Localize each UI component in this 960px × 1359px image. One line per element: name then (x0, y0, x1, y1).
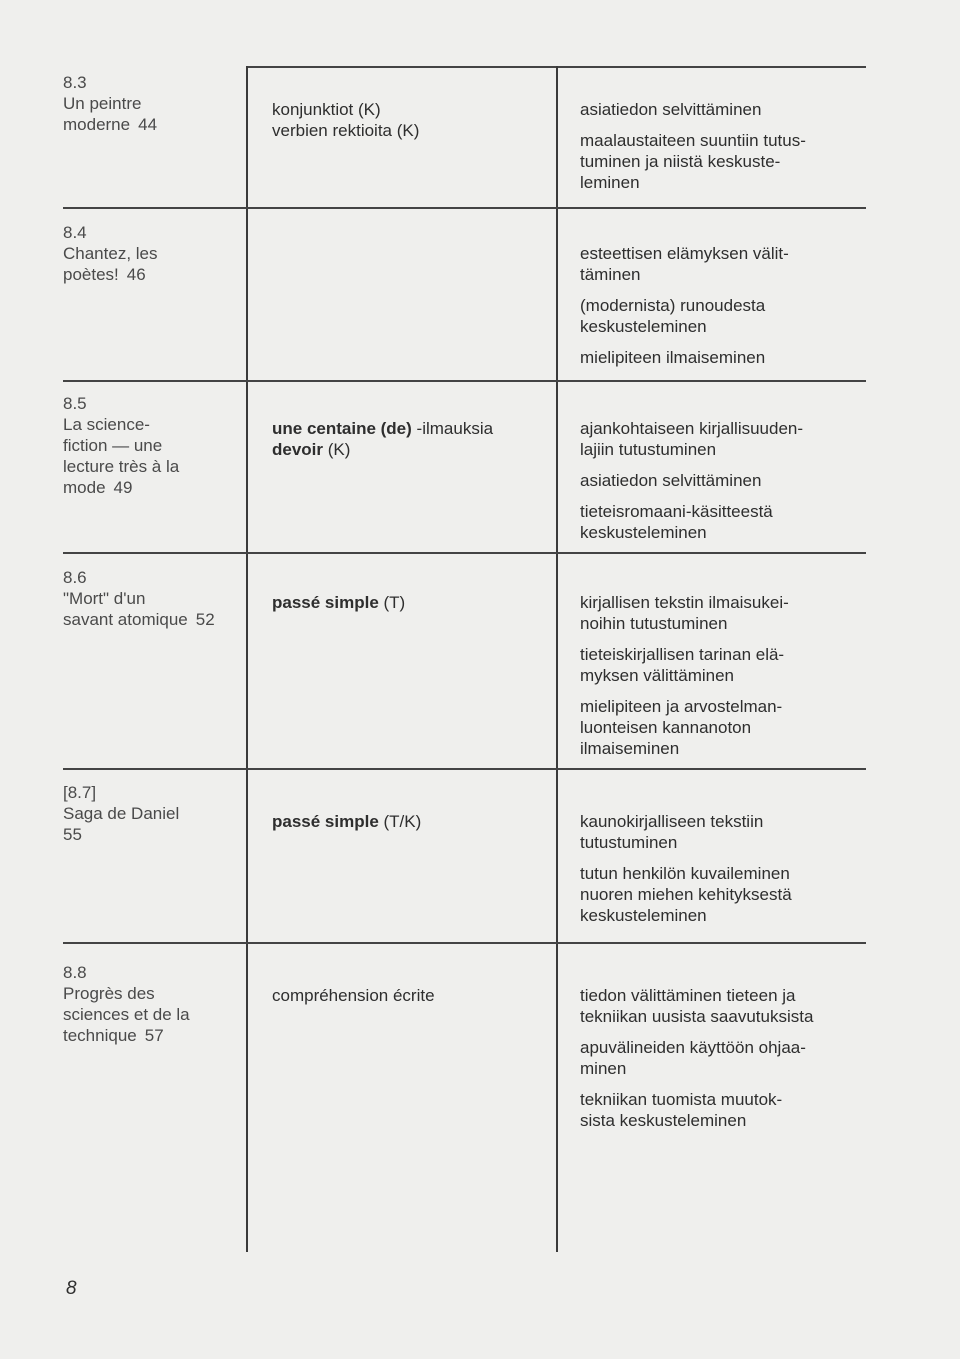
goal-line: kirjallisen tekstin ilmaisukei- (580, 593, 789, 612)
grammar-cell (272, 985, 552, 1006)
grammar-item (272, 985, 552, 1006)
grammar-term: passé simple (272, 812, 379, 831)
goal-line: noihin tutustuminen (580, 614, 728, 633)
goal-line: (modernista) runoudesta (580, 296, 766, 315)
unit-page-number: 52 (195, 610, 215, 629)
unit-number: 8.8 (63, 963, 87, 982)
goals-cell (580, 985, 880, 1141)
goal-line: luonteisen kannanoton (580, 718, 752, 737)
goal-line: asiatiedon selvittäminen (580, 471, 762, 490)
page-number: 8 (66, 1278, 77, 1299)
grammar-term: passé simple (272, 593, 379, 612)
goal-line: mielipiteen ilmaiseminen (580, 348, 766, 367)
grammar-cell (272, 811, 552, 832)
goal-item (580, 592, 880, 634)
goal-line: keskusteleminen (580, 523, 707, 542)
goal-item (580, 130, 880, 193)
goal-line: keskusteleminen (580, 317, 707, 336)
unit-number: 8.5 (63, 394, 87, 413)
grammar-item (272, 99, 552, 120)
unit-title-line: moderne 44 (63, 115, 158, 134)
unit-cell (63, 962, 243, 1046)
unit-title-line: Chantez, les (63, 244, 158, 263)
goal-line: sista keskusteleminen (580, 1111, 747, 1130)
unit-title-line: "Mort" d'un (63, 589, 146, 608)
unit-page-number: 57 (144, 1026, 164, 1045)
grammar-item (272, 418, 552, 439)
goal-line: ilmaiseminen (580, 739, 680, 758)
goals-cell (580, 99, 880, 203)
goal-line: tiedon välittäminen tieteen ja (580, 986, 796, 1005)
goals-cell (580, 592, 880, 769)
goal-item (580, 1037, 880, 1079)
unit-cell (63, 222, 243, 285)
column-divider-1 (246, 66, 248, 1252)
goal-line: myksen välittäminen (580, 666, 735, 685)
goal-item (580, 644, 880, 686)
goal-line: tuminen ja niistä keskuste- (580, 152, 781, 171)
unit-cell (63, 782, 243, 845)
goal-item (580, 863, 880, 926)
unit-number: 8.6 (63, 568, 87, 587)
unit-title-line: lecture très à la (63, 457, 180, 476)
grammar-note: (T) (378, 593, 406, 612)
row-divider (63, 207, 866, 209)
goals-cell (580, 418, 880, 553)
goal-line: apuvälineiden käyttöön ohjaa- (580, 1038, 806, 1057)
row-divider (63, 380, 866, 382)
grammar-term: une centaine (de) (272, 419, 412, 438)
unit-cell (63, 393, 243, 498)
goal-line: nuoren miehen kehityksestä (580, 885, 792, 904)
goal-item (580, 347, 880, 368)
grammar-note: (T/K) (378, 812, 422, 831)
grammar-item (272, 811, 552, 832)
goals-cell (580, 243, 880, 378)
goal-item (580, 501, 880, 543)
grammar-note: konjunktiot (K) (272, 100, 381, 119)
unit-title-line: savant atomique 52 (63, 610, 215, 629)
grammar-cell (272, 99, 552, 141)
grammar-note: (K) (323, 440, 351, 459)
unit-number: 8.4 (63, 223, 87, 242)
goal-item (580, 418, 880, 460)
goal-item (580, 243, 880, 285)
unit-page-number: 49 (113, 478, 133, 497)
grammar-note: -ilmauksia (411, 419, 494, 438)
row-divider (63, 942, 866, 944)
goal-line: tutustuminen (580, 833, 678, 852)
goal-item (580, 1089, 880, 1131)
grammar-item (272, 439, 552, 460)
goal-line: tutun henkilön kuvaileminen (580, 864, 790, 883)
column-divider-2 (556, 66, 558, 1252)
grammar-cell (272, 418, 552, 460)
grammar-item (272, 120, 552, 141)
grammar-item (272, 592, 552, 613)
unit-cell (63, 72, 243, 135)
unit-title-line: poètes! 46 (63, 265, 146, 284)
unit-title-line: La science- (63, 415, 150, 434)
unit-page-number: 46 (126, 265, 146, 284)
goal-line: leminen (580, 173, 640, 192)
unit-title-line: Un peintre (63, 94, 142, 113)
unit-title-line: mode 49 (63, 478, 133, 497)
grammar-note: compréhension écrite (272, 986, 435, 1005)
unit-page-number: 55 (63, 825, 82, 844)
grammar-cell (272, 592, 552, 613)
goal-item (580, 99, 880, 120)
unit-title-line: Progrès des (63, 984, 155, 1003)
unit-number: 8.3 (63, 73, 87, 92)
goal-line: mielipiteen ja arvostelman- (580, 697, 783, 716)
goal-item (580, 470, 880, 491)
goal-line: keskusteleminen (580, 906, 707, 925)
goal-line: lajiin tutustuminen (580, 440, 717, 459)
goals-cell (580, 811, 880, 936)
goal-line: esteettisen elämyksen välit- (580, 244, 789, 263)
goal-line: tekniikan tuomista muutok- (580, 1090, 783, 1109)
unit-title-line: Saga de Daniel (63, 804, 180, 823)
goal-line: maalaustaiteen suuntiin tutus- (580, 131, 806, 150)
goal-line: tieteiskirjallisen tarinan elä- (580, 645, 785, 664)
goal-line: tieteisromaani-käsitteestä (580, 502, 773, 521)
goal-item (580, 985, 880, 1027)
goal-line: minen (580, 1059, 627, 1078)
unit-title-line: sciences et de la (63, 1005, 190, 1024)
grammar-note: verbien rektioita (K) (272, 121, 420, 140)
unit-number: [8.7] (63, 783, 97, 802)
goal-line: ajankohtaiseen kirjallisuuden- (580, 419, 804, 438)
unit-page-number: 44 (138, 115, 158, 134)
grammar-term: devoir (272, 440, 324, 459)
unit-cell (63, 567, 243, 630)
goal-item (580, 295, 880, 337)
goal-line: kaunokirjalliseen tekstiin (580, 812, 764, 831)
goal-item (580, 811, 880, 853)
goal-item (580, 696, 880, 759)
unit-title-line: fiction — une (63, 436, 163, 455)
goal-line: täminen (580, 265, 641, 284)
goal-line: asiatiedon selvittäminen (580, 100, 762, 119)
goal-line: tekniikan uusista saavutuksista (580, 1007, 814, 1026)
unit-title-line: technique 57 (63, 1026, 164, 1045)
